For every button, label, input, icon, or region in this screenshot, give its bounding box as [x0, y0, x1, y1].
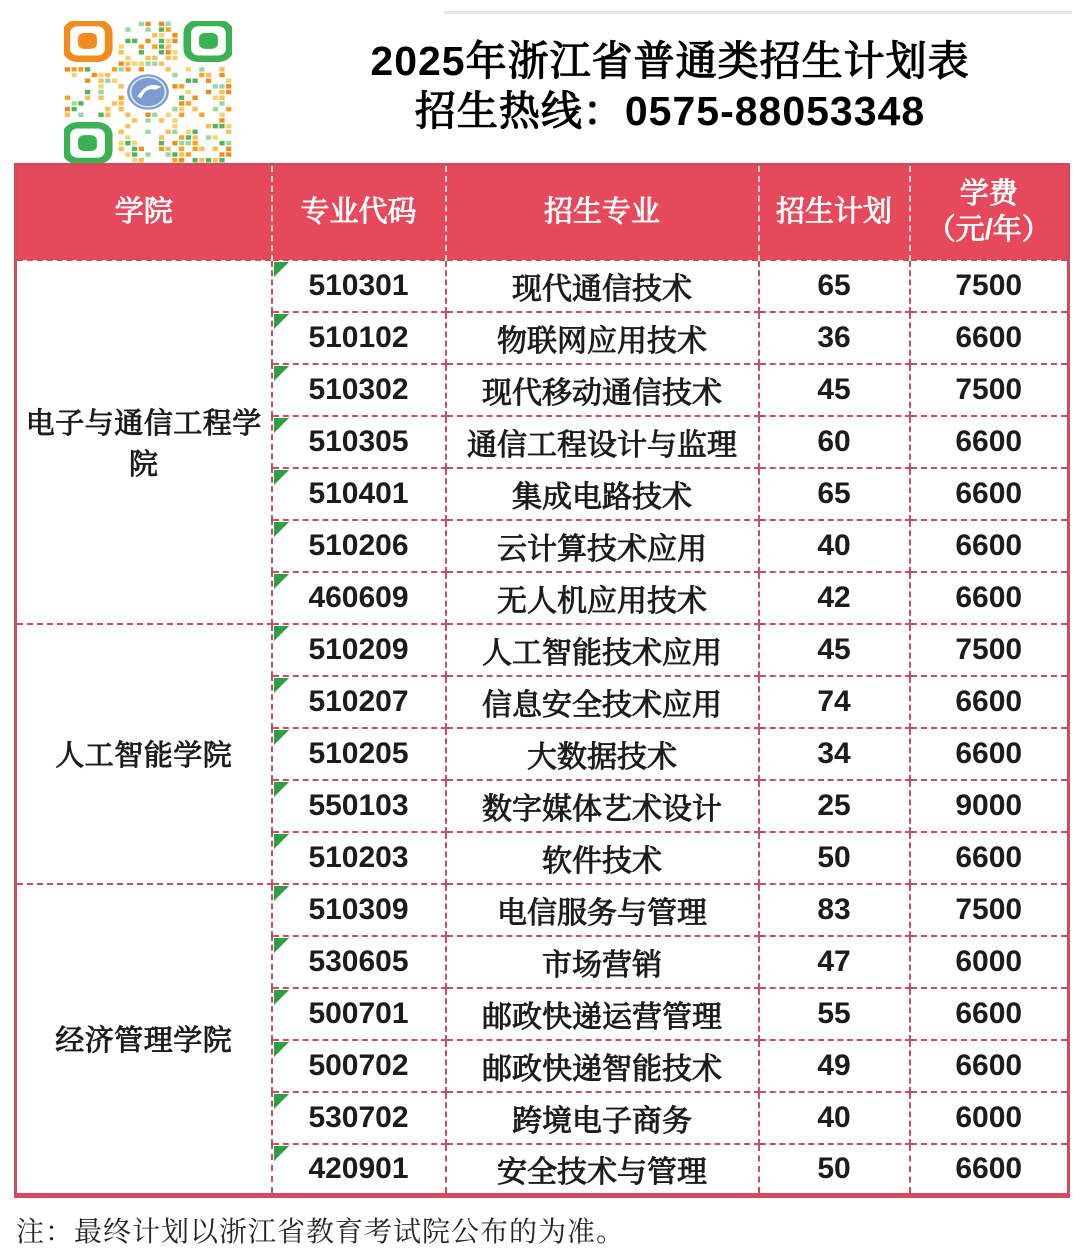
major-code: 530702 [308, 1100, 409, 1134]
tuition-cell: 6600 [910, 728, 1069, 780]
hotline-line: 招生热线：0575-88053348 [414, 88, 926, 134]
title-block [320, 36, 1020, 136]
table-header-row [16, 165, 1069, 260]
green-corner-marker-icon [274, 1146, 289, 1161]
major-code-cell [272, 520, 446, 572]
green-corner-marker-icon [274, 626, 289, 641]
major-cell: 人工智能技术应用 [446, 624, 759, 676]
col-header-tuition-line2: （元/年） [926, 214, 1051, 247]
green-corner-marker-icon [274, 366, 289, 381]
green-corner-marker-icon [274, 1094, 289, 1109]
major-code-cell [272, 1040, 446, 1092]
tuition-cell: 6600 [910, 676, 1069, 728]
major-code-cell [272, 624, 446, 676]
major-code-cell [272, 676, 446, 728]
green-corner-marker-icon [274, 782, 289, 797]
tuition-cell: 6600 [910, 416, 1069, 468]
major-code-cell [272, 468, 446, 520]
green-corner-marker-icon [274, 1042, 289, 1057]
green-corner-marker-icon [274, 990, 289, 1005]
major-code: 510207 [308, 684, 409, 718]
col-header-tuition-line1: 学费 [959, 178, 1018, 211]
admission-plan-table [14, 163, 1070, 1198]
college-cell: 经济管理学院 [16, 884, 272, 1196]
plan-cell: 36 [759, 312, 910, 364]
qr-finder-top-left [66, 23, 108, 59]
major-code: 510309 [308, 892, 409, 926]
tuition-cell: 6600 [910, 572, 1069, 624]
tuition-cell: 7500 [910, 364, 1069, 416]
green-corner-marker-icon [274, 314, 289, 329]
tuition-cell: 6000 [910, 936, 1069, 988]
plan-cell: 50 [759, 832, 910, 884]
plan-cell: 49 [759, 1040, 910, 1092]
major-cell: 安全技术与管理 [446, 1144, 759, 1196]
major-cell: 邮政快递智能技术 [446, 1040, 759, 1092]
major-code-cell [272, 1092, 446, 1144]
major-code: 510302 [308, 372, 409, 406]
major-cell: 大数据技术 [446, 728, 759, 780]
plan-cell: 25 [759, 780, 910, 832]
tuition-cell: 7500 [910, 624, 1069, 676]
major-code-cell [272, 416, 446, 468]
green-corner-marker-icon [274, 886, 289, 901]
major-cell: 通信工程设计与监理 [446, 416, 759, 468]
tuition-cell: 7500 [910, 260, 1069, 312]
major-cell: 云计算技术应用 [446, 520, 759, 572]
major-cell: 现代移动通信技术 [446, 364, 759, 416]
major-code-cell [272, 832, 446, 884]
green-corner-marker-icon [274, 262, 289, 277]
qr-center-logo [126, 73, 170, 110]
decorative-top-line [444, 11, 1072, 14]
green-corner-marker-icon [274, 522, 289, 537]
plan-cell: 34 [759, 728, 910, 780]
plan-cell: 65 [759, 260, 910, 312]
table-row [16, 884, 1069, 936]
major-code-cell [272, 572, 446, 624]
major-code-cell [272, 884, 446, 936]
footer-note: 注：最终计划以浙江省教育考试院公布的为准。 [16, 1216, 626, 1247]
major-code: 530605 [308, 944, 409, 978]
tuition-cell: 6600 [910, 520, 1069, 572]
tuition-cell: 7500 [910, 884, 1069, 936]
page-title: 2025年浙江省普通类招生计划表 [370, 38, 970, 84]
major-cell: 信息安全技术应用 [446, 676, 759, 728]
col-header-plan: 招生计划 [759, 165, 910, 260]
major-code: 500701 [308, 996, 409, 1030]
green-corner-marker-icon [274, 834, 289, 849]
major-cell: 无人机应用技术 [446, 572, 759, 624]
major-cell: 物联网应用技术 [446, 312, 759, 364]
major-code-cell [272, 312, 446, 364]
plan-cell: 50 [759, 1144, 910, 1196]
major-code-cell [272, 780, 446, 832]
green-corner-marker-icon [274, 730, 289, 745]
plan-cell: 45 [759, 364, 910, 416]
tuition-cell: 6600 [910, 1040, 1069, 1092]
plan-cell: 55 [759, 988, 910, 1040]
major-cell: 邮政快递运营管理 [446, 988, 759, 1040]
green-corner-marker-icon [274, 938, 289, 953]
green-corner-marker-icon [274, 418, 289, 433]
plan-cell: 40 [759, 520, 910, 572]
major-code-cell [272, 1144, 446, 1196]
green-corner-marker-icon [274, 470, 289, 485]
major-cell: 软件技术 [446, 832, 759, 884]
major-code: 550103 [308, 788, 409, 822]
major-code: 510301 [308, 268, 409, 302]
major-code: 510205 [308, 736, 409, 770]
major-code: 420901 [308, 1151, 409, 1185]
major-code: 510401 [308, 476, 409, 510]
major-code: 510203 [308, 840, 409, 874]
qr-code-graphic [64, 21, 232, 163]
college-cell: 人工智能学院 [16, 624, 272, 884]
tuition-cell: 9000 [910, 780, 1069, 832]
tuition-cell: 6600 [910, 468, 1069, 520]
major-code-cell [272, 364, 446, 416]
major-cell: 市场营销 [446, 936, 759, 988]
table-row [16, 260, 1069, 312]
qr-finder-bottom-left [66, 125, 108, 161]
col-header-code: 专业代码 [272, 165, 446, 260]
tuition-cell: 6600 [910, 988, 1069, 1040]
major-code-cell [272, 260, 446, 312]
major-code: 460609 [308, 580, 409, 614]
plan-cell: 83 [759, 884, 910, 936]
admission-plan-table-wrap [14, 163, 1067, 1198]
table-row [16, 624, 1069, 676]
major-code-cell [272, 936, 446, 988]
major-code: 510305 [308, 424, 409, 458]
col-header-tuition [910, 165, 1069, 260]
green-corner-marker-icon [274, 574, 289, 589]
plan-cell: 47 [759, 936, 910, 988]
major-cell: 集成电路技术 [446, 468, 759, 520]
major-cell: 数字媒体艺术设计 [446, 780, 759, 832]
plan-cell: 60 [759, 416, 910, 468]
plan-cell: 74 [759, 676, 910, 728]
plan-cell: 40 [759, 1092, 910, 1144]
major-cell: 跨境电子商务 [446, 1092, 759, 1144]
tuition-cell: 6600 [910, 1144, 1069, 1196]
tuition-cell: 6000 [910, 1092, 1069, 1144]
plan-cell: 42 [759, 572, 910, 624]
major-cell: 现代通信技术 [446, 260, 759, 312]
admissions-qr-code [64, 21, 232, 163]
major-code: 510206 [308, 528, 409, 562]
major-cell: 电信服务与管理 [446, 884, 759, 936]
college-cell: 电子与通信工程学院 [16, 260, 272, 624]
plan-cell: 65 [759, 468, 910, 520]
green-corner-marker-icon [274, 678, 289, 693]
major-code: 500702 [308, 1048, 409, 1082]
tuition-cell: 6600 [910, 832, 1069, 884]
major-code-cell [272, 988, 446, 1040]
col-header-college: 学院 [16, 165, 272, 260]
col-header-major: 招生专业 [446, 165, 759, 260]
tuition-cell: 6600 [910, 312, 1069, 364]
qr-finder-top-right [187, 23, 229, 59]
plan-cell: 45 [759, 624, 910, 676]
major-code: 510209 [308, 632, 409, 666]
major-code: 510102 [308, 320, 409, 354]
major-code-cell [272, 728, 446, 780]
